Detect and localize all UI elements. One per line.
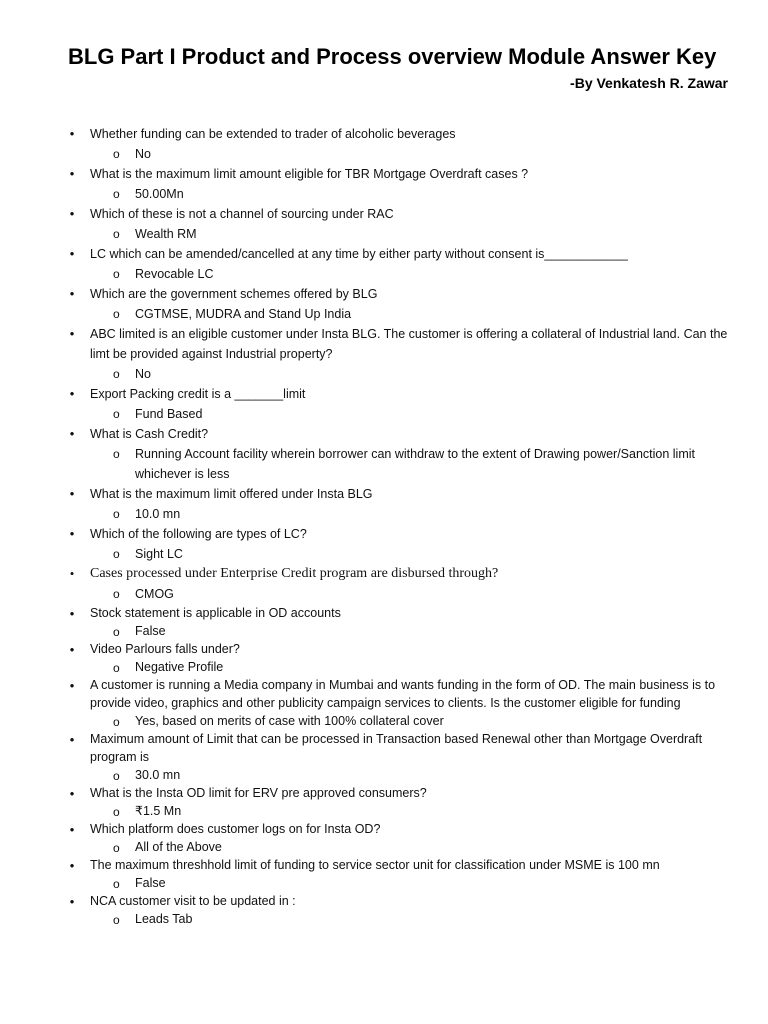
question-item [0,384,768,404]
question-text: Which platform does customer logs on for Insta OD? [90,822,381,836]
answer-item [0,874,768,892]
question-text: A customer is running a Media company in Mumbai and wants funding in the form of OD. The main business is to provide video, graphics and other publicity campaign services to clients. Is the customer eligible for funding [90,678,716,710]
answer-item [0,404,768,424]
answer-item [0,264,768,284]
question-item [0,124,768,144]
question-item [0,730,768,766]
answer-text: CGTMSE, MUDRA and Stand Up India [135,307,352,321]
sub-bullet-icon: o [113,507,120,521]
answer-text: 30.0 mn [135,768,181,782]
question-item [0,564,768,584]
question-item [0,484,768,504]
question-text: Export Packing credit is a _______limit [90,387,306,401]
answer-text: Revocable LC [135,267,214,281]
sub-bullet-icon: o [113,447,120,461]
answer-text: No [135,367,151,381]
sub-bullet-icon: o [113,715,120,729]
question-text: Maximum amount of Limit that can be processed in Transaction based Renewal other than Mortgage Overdraft program is [90,732,703,764]
answer-item [0,910,768,928]
question-item [0,204,768,224]
answer-item [0,766,768,784]
answer-item [0,304,768,324]
sub-bullet-icon: o [113,187,120,201]
bullet-icon: • [69,858,75,873]
sub-bullet-icon: o [113,769,120,783]
answer-text: No [135,147,151,161]
question-item [0,244,768,264]
sub-bullet-icon: o [113,625,120,639]
sub-bullet-icon: o [113,367,120,381]
answer-item [0,802,768,820]
sub-bullet-icon: o [113,407,120,421]
answer-item [0,712,768,730]
question-text: Whether funding can be extended to trader of alcoholic beverages [90,127,456,141]
bullet-icon: • [69,206,75,221]
sub-bullet-icon: o [113,913,120,927]
question-text: The maximum threshhold limit of funding to service sector unit for classification under MSME is 100 mn [90,858,660,872]
answer-item [0,144,768,164]
question-text: Cases processed under Enterprise Credit program are disbursed through? [90,566,499,581]
answer-text: Sight LC [135,547,183,561]
sub-bullet-icon: o [113,841,120,855]
sub-bullet-icon: o [113,805,120,819]
question-item [0,164,768,184]
bullet-icon: • [69,486,75,501]
answer-item [0,838,768,856]
question-text: NCA customer visit to be updated in : [90,894,296,908]
answer-item [0,544,768,564]
question-item [0,324,768,364]
question-item [0,284,768,304]
bullet-icon: • [69,426,75,441]
answer-text: False [135,624,166,638]
sub-bullet-icon: o [113,307,120,321]
answer-text: CMOG [135,587,174,601]
answer-text: Yes, based on merits of case with 100% collateral cover [135,714,444,728]
bullet-icon: • [69,786,75,801]
sub-bullet-icon: o [113,587,120,601]
question-text: Video Parlours falls under? [90,642,240,656]
answer-text: Fund Based [135,407,203,421]
bullet-icon: • [69,894,75,909]
question-item [0,604,768,622]
bullet-icon: • [69,166,75,181]
bullet-icon: • [69,606,75,621]
sub-bullet-icon: o [113,547,120,561]
question-text: Which of these is not a channel of sourcing under RAC [90,207,394,221]
question-text: Which are the government schemes offered by BLG [90,287,378,301]
bullet-icon: • [69,286,75,301]
sub-bullet-icon: o [113,147,120,161]
bullet-icon: • [69,246,75,261]
bullet-icon: • [69,326,75,341]
question-text: What is the maximum limit amount eligible for TBR Mortgage Overdraft cases ? [90,167,529,181]
answer-item [0,622,768,640]
question-text: What is the maximum limit offered under Insta BLG [90,487,373,501]
answer-text: ₹1.5 Mn [135,804,182,818]
question-item [0,856,768,874]
answer-item [0,504,768,524]
sub-bullet-icon: o [113,661,120,675]
question-item [0,640,768,658]
answer-text: 50.00Mn [135,187,184,201]
sub-bullet-icon: o [113,227,120,241]
bullet-icon: • [69,822,75,837]
question-text: What is Cash Credit? [90,427,209,441]
answer-text: Leads Tab [135,912,193,926]
sub-bullet-icon: o [113,877,120,891]
question-item [0,820,768,838]
question-text: Stock statement is applicable in OD accounts [90,606,341,620]
answer-text: Negative Profile [135,660,224,674]
bullet-icon: • [69,642,75,657]
answer-text: Wealth RM [135,227,197,241]
document-author: -By Venkatesh R. Zawar [570,75,728,91]
answer-text: 10.0 mn [135,507,181,521]
question-text: ABC limited is an eligible customer under Insta BLG. The customer is offering a collateral of Industrial land. Can the limt be provided against Industrial property? [90,327,728,361]
bullet-icon: • [69,678,75,693]
answer-text: All of the Above [135,840,222,854]
bullet-icon: • [69,566,75,581]
bullet-icon: • [69,732,75,747]
question-item [0,892,768,910]
answer-item [0,184,768,204]
answer-text: Running Account facility wherein borrower can withdraw to the extent of Drawing power/Sanction limit whichever is less [135,447,695,481]
answer-text: False [135,876,166,890]
bullet-icon: • [69,526,75,541]
answer-item [0,444,768,484]
bullet-icon: • [69,386,75,401]
answer-item [0,364,768,384]
question-item [0,524,768,544]
bullet-icon: • [69,126,75,141]
question-item [0,424,768,444]
question-text: What is the Insta OD limit for ERV pre approved consumers? [90,786,427,800]
question-item [0,676,768,712]
question-item [0,784,768,802]
question-text: LC which can be amended/cancelled at any time by either party without consent is____________ [90,247,628,261]
document-title: BLG Part I Product and Process overview Module Answer Key [68,44,717,69]
question-text: Which of the following are types of LC? [90,527,307,541]
question-answer-list [0,124,768,928]
answer-item [0,224,768,244]
sub-bullet-icon: o [113,267,120,281]
answer-item [0,658,768,676]
answer-item [0,584,768,604]
